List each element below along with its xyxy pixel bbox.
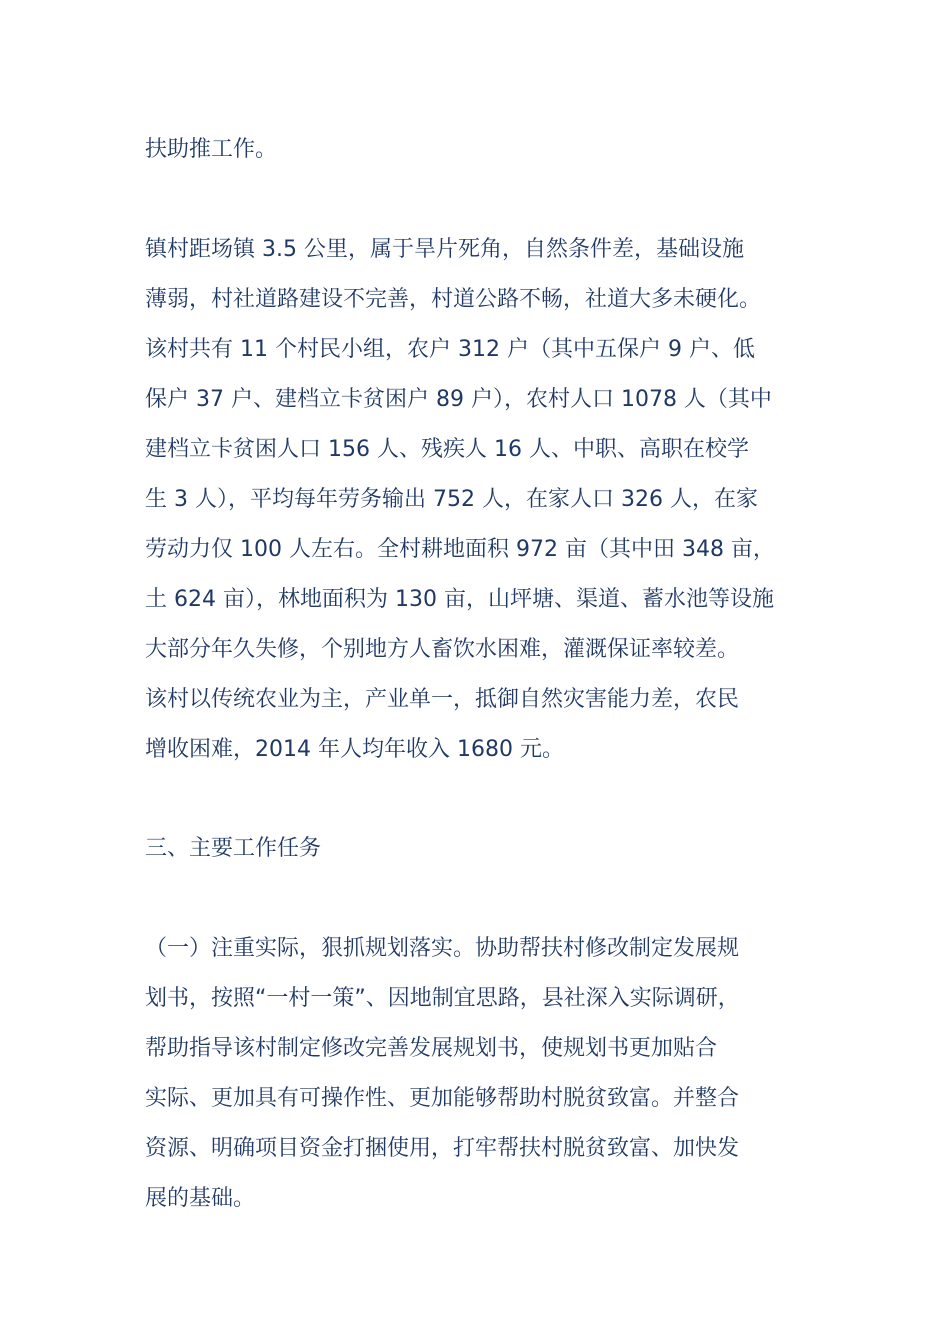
paragraph2-line-3: 帮助指导该村制定修改完善发展规划书，使规划书更加贴合 <box>145 1036 718 1061</box>
intro-line: 扶助推工作。 <box>145 137 278 162</box>
paragraph2-line-5: 资源、明确项目资金打捆使用，打牢帮扶村脱贫致富、加快发 <box>145 1136 740 1161</box>
paragraph1-line-9: 大部分年久失修，个别地方人畜饮水困难，灌溉保证率较差。 <box>145 637 740 662</box>
paragraph1-line-11: 增收困难，2014 年人均年收入 1680 元。 <box>145 737 564 762</box>
section-heading: 三、主要工作任务 <box>145 836 322 861</box>
paragraph2-line-1: （一）注重实际，狠抓规划落实。协助帮扶村修改制定发展规 <box>145 936 740 961</box>
paragraph1-line-7: 劳动力仅 100 人左右。全村耕地面积 972 亩（其中田 348 亩， <box>145 537 775 562</box>
paragraph1-line-5: 建档立卡贫困人口 156 人、残疾人 16 人、中职、高职在校学 <box>145 437 749 462</box>
paragraph2-line-2: 划书，按照“一村一策”、因地制宜思路，县社深入实际调研， <box>145 986 740 1011</box>
paragraph1-line-1: 镇村距场镇 3.5 公里，属于旱片死角，自然条件差，基础设施 <box>145 237 744 262</box>
paragraph2-line-6: 展的基础。 <box>145 1186 256 1211</box>
paragraph1-line-4: 保户 37 户、建档立卡贫困户 89 户），农村人口 1078 人（其中 <box>145 387 772 412</box>
paragraph1-line-10: 该村以传统农业为主，产业单一，抵御自然灾害能力差，农民 <box>145 687 740 712</box>
paragraph2-line-4: 实际、更加具有可操作性、更加能够帮助村脱贫致富。并整合 <box>145 1086 740 1111</box>
paragraph1-line-2: 薄弱，村社道路建设不完善，村道公路不畅，社道大多未硬化。 <box>145 287 762 312</box>
paragraph1-line-6: 生 3 人），平均每年劳务输出 752 人，在家人口 326 人，在家 <box>145 487 758 512</box>
paragraph1-line-3: 该村共有 11 个村民小组，农户 312 户（其中五保户 9 户、低 <box>145 337 755 362</box>
paragraph1-line-8: 土 624 亩），林地面积为 130 亩，山坪塘、渠道、蓄水池等设施 <box>145 587 774 612</box>
